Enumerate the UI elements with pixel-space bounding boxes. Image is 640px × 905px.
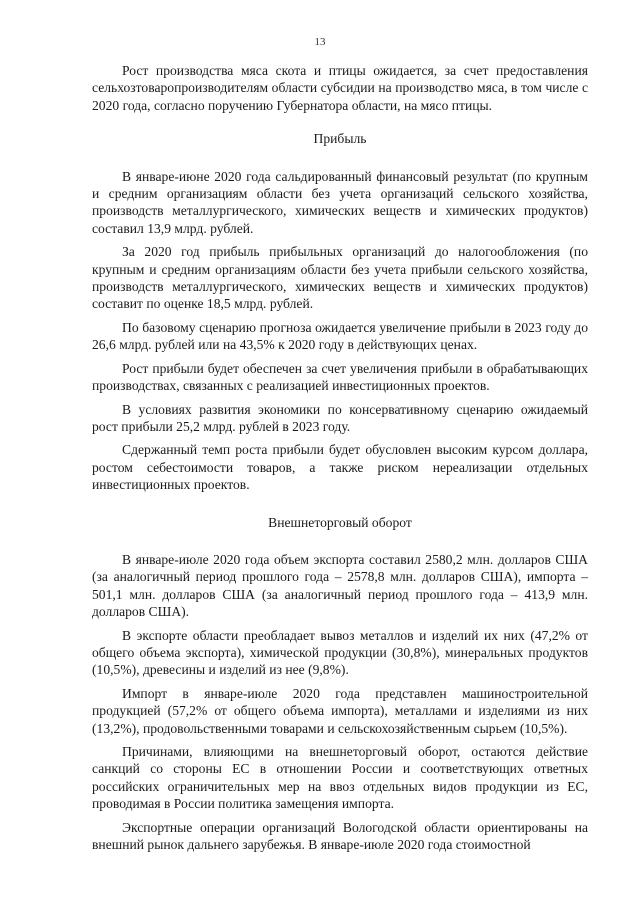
paragraph: Импорт в январе-июле 2020 года представлен машиностроительной продукцией (57,2% от общего объема импорта), металлами и изделиями из них (13,2%), продовольственными товарами и сельскохозяйственным сырьем (10,5%). <box>92 685 588 736</box>
document-body <box>92 62 588 853</box>
section-heading-trade: Внешнеторговый оборот <box>268 514 412 530</box>
paragraph: В экспорте области преобладает вывоз металлов и изделий их них (47,2% от общего объема экспорта), химической продукции (30,8%), минеральных продуктов (10,5%), древесины и изделий из нее (9,8%). <box>92 627 588 678</box>
intro-paragraph: Рост производства мяса скота и птицы ожидается, за счет предоставления сельхозтоваропроизводителям области субсидии на производство мяса, в том числе с 2020 года, согласно поручению Губернатора области, на мясо птицы. <box>92 63 588 113</box>
section-heading-profit: Прибыль <box>313 131 367 147</box>
paragraph: В январе-июле 2020 года объем экспорта составил 2580,2 млн. долларов США (за аналогичный период прошлого года – 2578,8 млн. долларов США), импорта – 501,1 млн. долларов США (за аналогичный период прошлого года – 413,9 млн. долларов США). <box>92 551 588 620</box>
paragraph: Рост прибыли будет обеспечен за счет увеличения прибыли в обрабатывающих производствах, связанных с реализацией инвестиционных проектов. <box>92 360 588 394</box>
paragraph: В условиях развития экономики по консервативному сценарию ожидаемый рост прибыли 25,2 млрд. рублей в 2023 году. <box>92 401 588 434</box>
paragraph: Сдержанный темп роста прибыли будет обусловлен высоким курсом доллара, ростом себестоимости товаров, а также риском нереализации отдельных инвестиционных проектов. <box>92 442 588 493</box>
paragraph: По базовому сценарию прогноза ожидается увеличение прибыли в 2023 году до 26,6 млрд. рублей или на 43,5% к 2020 году в действующих ценах. <box>92 319 588 353</box>
page-number: 13 <box>314 36 326 48</box>
paragraph: За 2020 год прибыль прибыльных организаций до налогообложения (по крупным и средним организациям области без учета прибыли сельского хозяйства, производств металлургического, химических веществ и химических продуктов) составит по оценке 18,5 млрд. рублей. <box>92 244 588 312</box>
paragraph: В январе-июне 2020 года сальдированный финансовый результат (по крупным и средним организациям области без учета организаций сельского хозяйства, производств металлургического, химических веществ и химических продуктов) составил 13,9 млрд. рублей. <box>92 168 588 236</box>
paragraph: Экспортные операции организаций Вологодской области ориентированы на внешний рынок дальнего зарубежья. В январе-июле 2020 года стоимостной <box>92 819 588 853</box>
paragraph: Причинами, влияющими на внешнеторговый оборот, остаются действие санкций со стороны ЕС в отношении России и соответствующих ответных российских ограничительных мер на ввоз отдельных видов продукции из ЕС, проводимая в России политика замещения импорта. <box>92 744 588 812</box>
